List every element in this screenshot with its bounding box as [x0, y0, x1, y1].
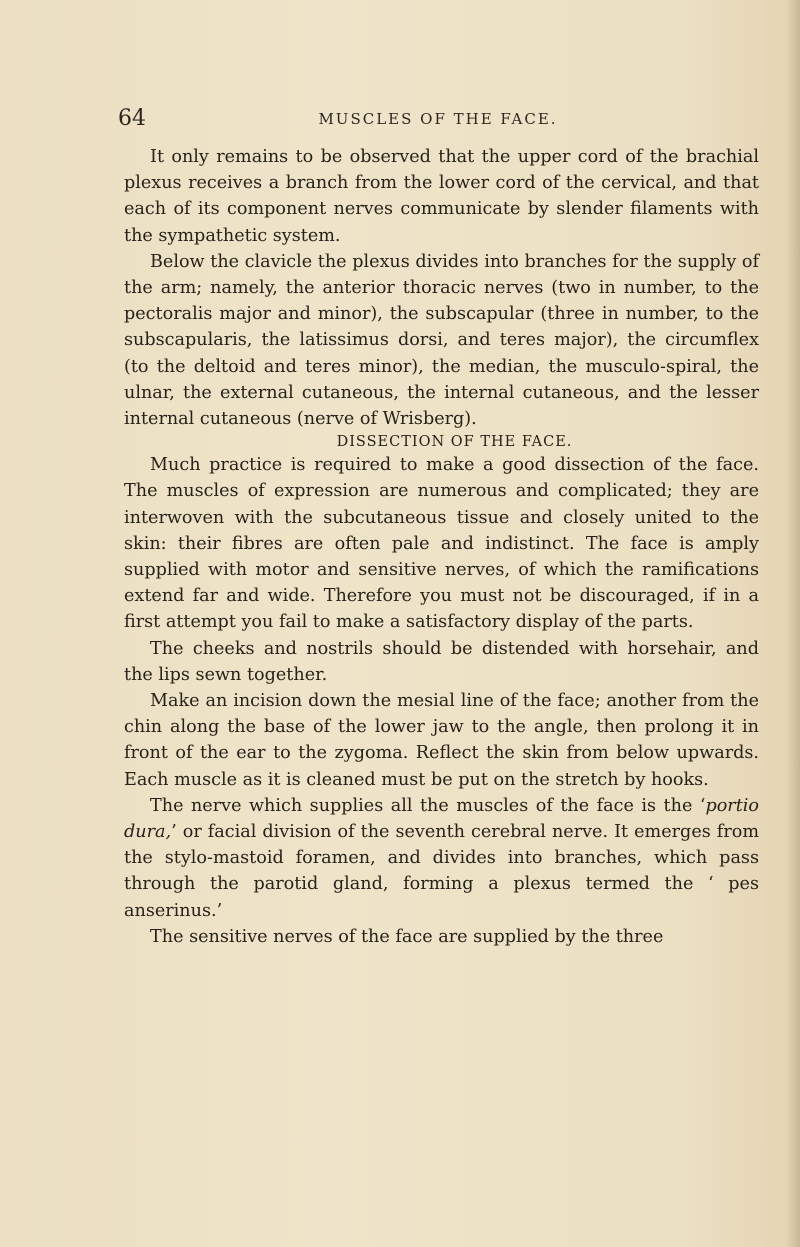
- paragraph: Make an incision down the mesial line of the face; another from the chin along the base of the lower jaw to the angle, then prolong it in front of the ear to the zygoma. Reflect the skin from below upwards. Each muscle as it is cleaned must be put on the stretch by hooks.: [124, 691, 759, 790]
- paragraph: Below the clavicle the plexus divides into branches for the supply of the arm; namely, the anterior thoracic nerves (two in number, to the pectoralis major and minor), the subscapular (three in number, to the subscapularis, the latissimus dorsi, and teres major), the circumflex (to the deltoid and teres minor), the median, the musculo-spiral, the ulnar, the external cutaneous, the internal cutaneous, and the lesser internal cutaneous (nerve of Wrisberg).: [124, 251, 759, 430]
- body-text: [124, 144, 759, 950]
- page-number: 64: [118, 106, 146, 131]
- paragraph: It only remains to be observed that the upper cord of the brachial plexus receives a branch from the lower cord of the cervical, and that each of its component nerves communicate by slender filaments with the sympathetic system.: [124, 147, 759, 246]
- page-header: [118, 106, 758, 136]
- paragraph-portio-dura: [124, 793, 759, 924]
- running-title: MUSCLES OF THE FACE.: [318, 110, 558, 128]
- paragraph-text: The nerve which supplies all the muscles of the face is the ‘: [150, 795, 706, 816]
- italic-term: portio dura,: [124, 795, 759, 843]
- paragraph: The sensitive nerves of the face are supplied by the three: [150, 926, 664, 947]
- paragraph: Much practice is required to make a good dissection of the face. The muscles of expression are numerous and complicated; they are interwoven with the subcutaneous tissue and closely united to the skin: their fibres are often pale and indistinct. The face is amply supplied with motor and sensitive nerves, of which the ramifications extend far and wide. Therefore you must not be discouraged, if in a first attempt you fail to make a satisfactory display of the parts.: [124, 455, 759, 633]
- page-edge-shadow: [786, 0, 800, 1247]
- paragraph-text: ’ or facial division of the seventh cerebral nerve. It emerges from the stylo-mastoid foramen, and divides into branches, which pass through the parotid gland, forming a plexus termed the ‘ pes anserinus.’: [124, 822, 759, 921]
- paragraph: The cheeks and nostrils should be distended with horsehair, and the lips sewn together.: [124, 638, 759, 685]
- section-heading: DISSECTION OF THE FACE.: [336, 434, 573, 451]
